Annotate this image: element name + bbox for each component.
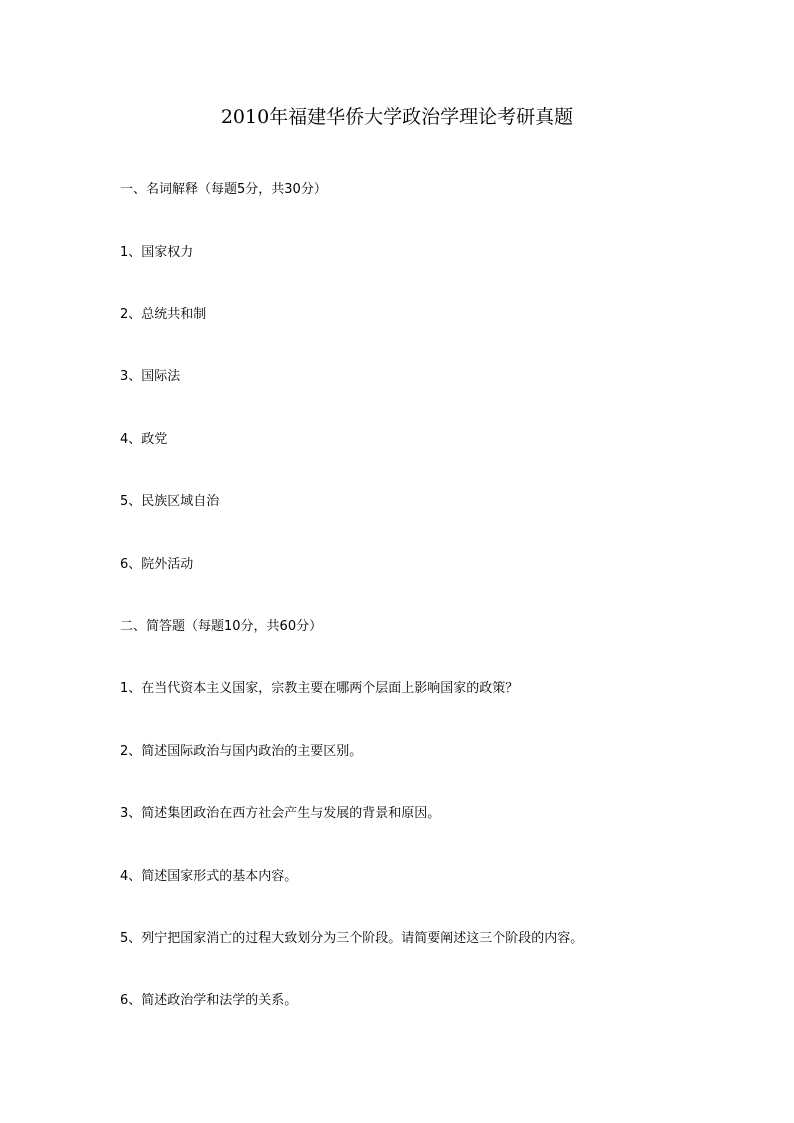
section-heading-short-answer: 二、简答题（每题10分，共60分）: [120, 619, 323, 634]
question-item: 3、简述集团政治在西方社会产生与发展的背景和原因。: [120, 806, 441, 821]
question-item: 4、简述国家形式的基本内容。: [120, 869, 298, 884]
term-item: 1、国家权力: [120, 245, 194, 260]
question-item: 5、列宁把国家消亡的过程大致划分为三个阶段。请简要阐述这三个阶段的内容。: [120, 931, 584, 946]
term-item: 3、国际法: [120, 369, 181, 384]
document-title: 2010年福建华侨大学政治学理论考研真题: [220, 106, 574, 128]
term-item: 4、政党: [120, 432, 168, 447]
term-item: 5、民族区域自治: [120, 494, 220, 509]
term-item: 2、总统共和制: [120, 307, 207, 322]
section-heading-terms: 一、名词解释（每题5分，共30分）: [120, 182, 327, 197]
question-item: 2、简述国际政治与国内政治的主要区别。: [120, 744, 363, 759]
question-item: 6、简述政治学和法学的关系。: [120, 993, 298, 1008]
question-item: 1、在当代资本主义国家，宗教主要在哪两个层面上影响国家的政策？: [120, 681, 519, 696]
term-item: 6、院外活动: [120, 557, 194, 572]
